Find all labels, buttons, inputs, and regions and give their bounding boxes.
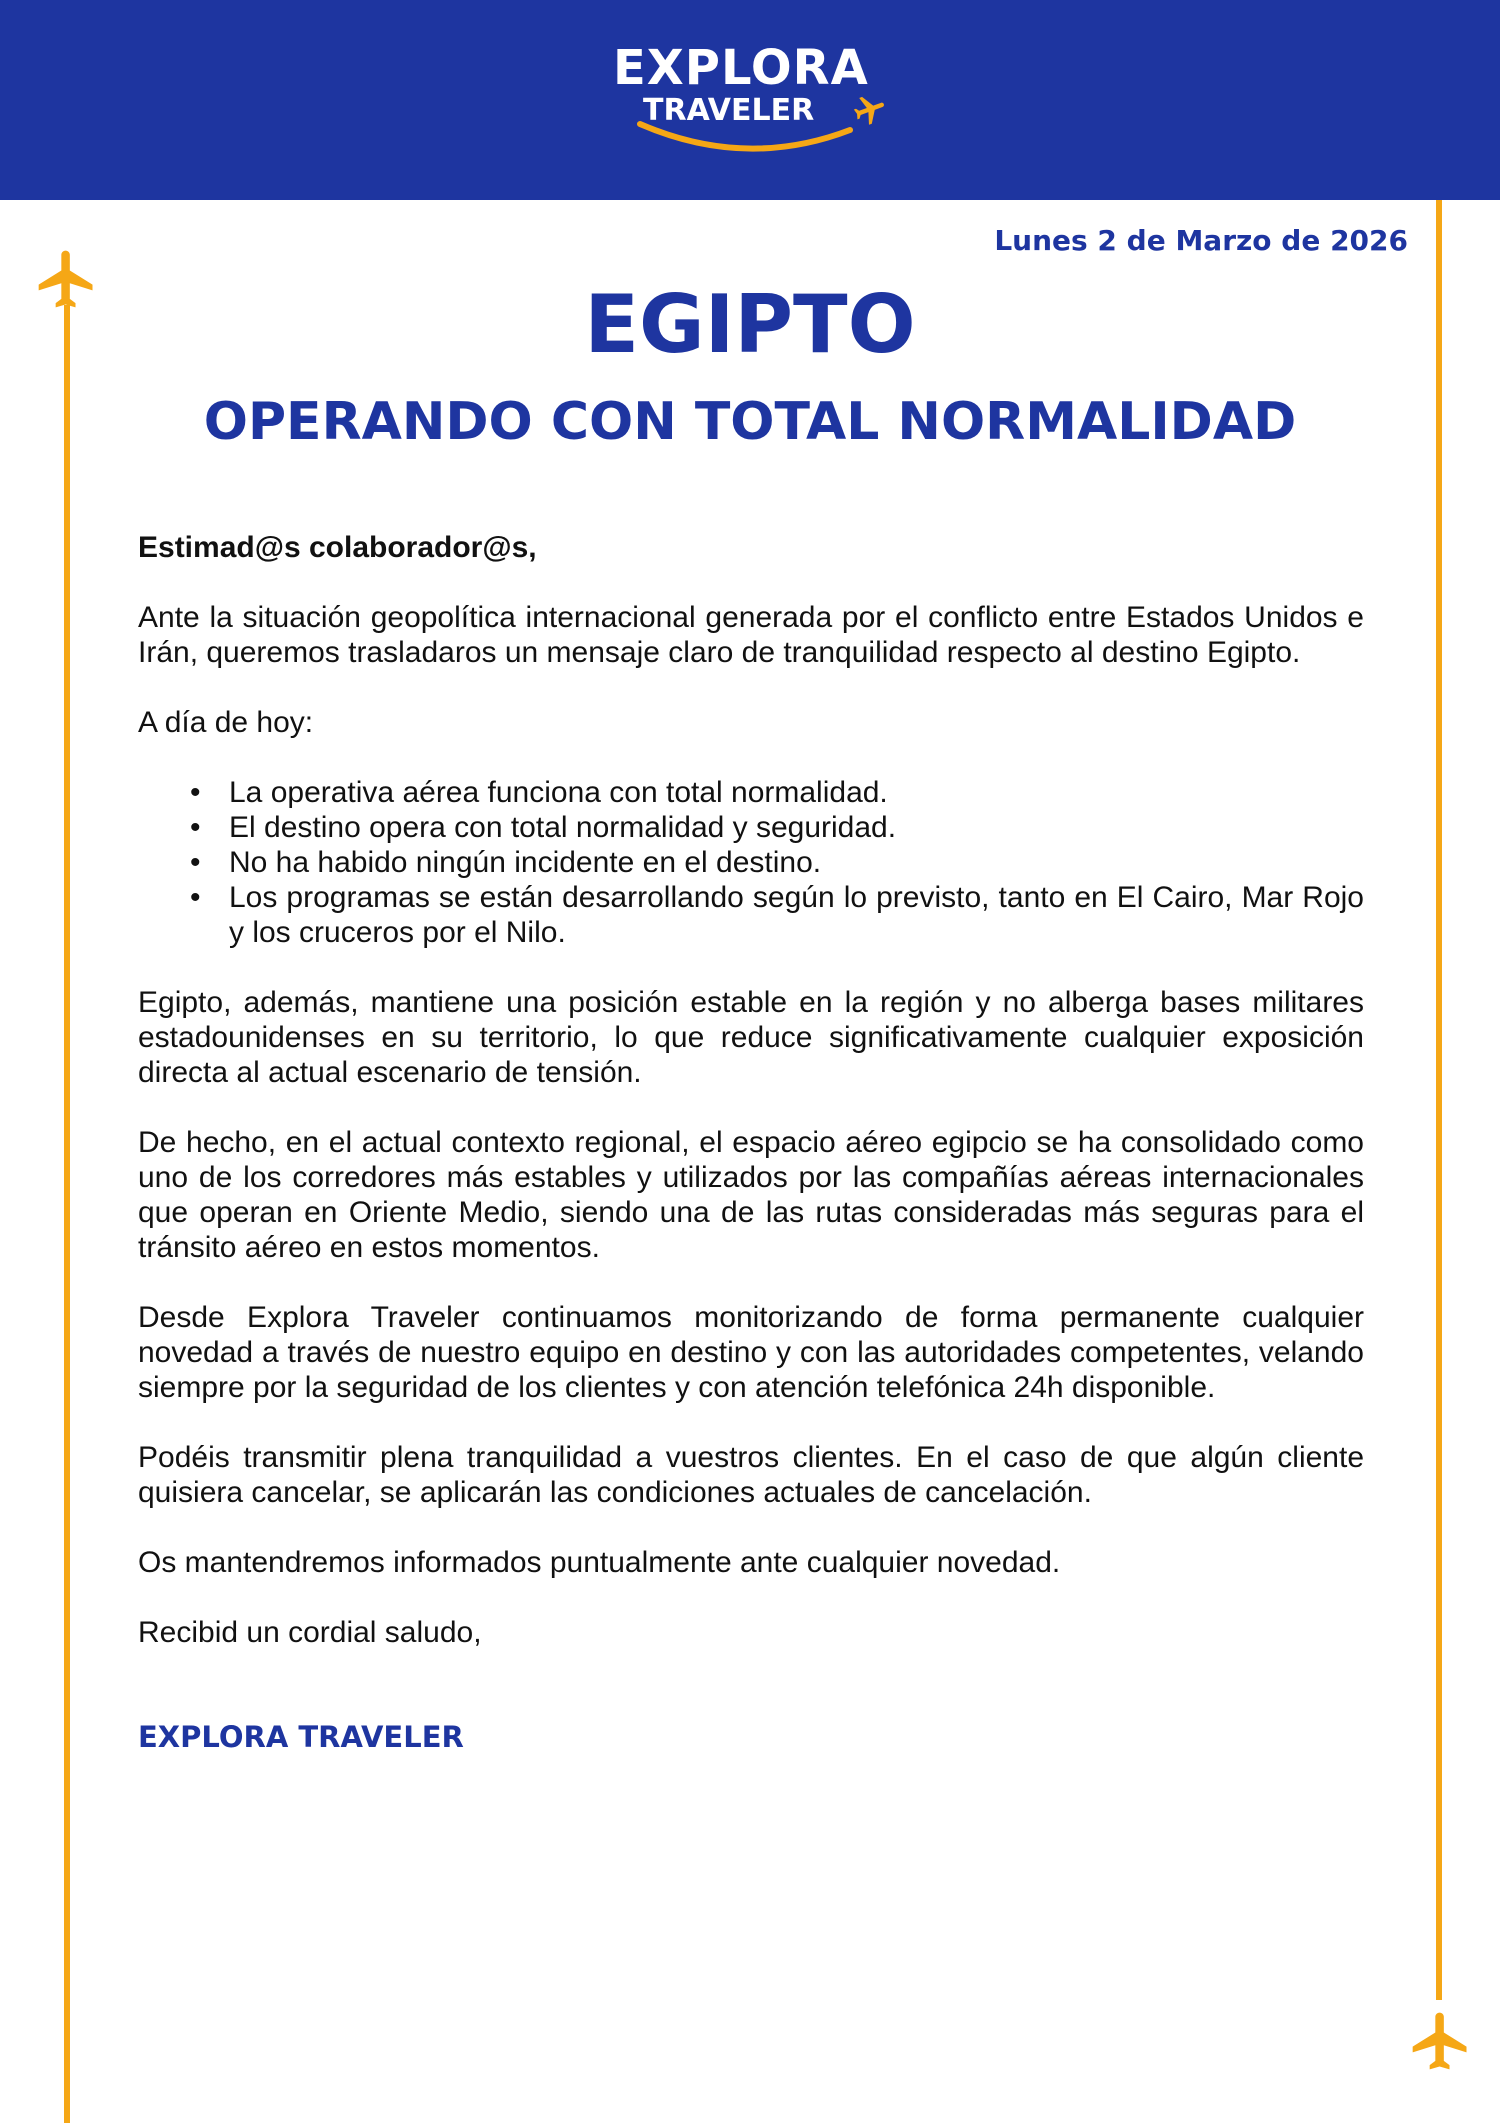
status-list (138, 775, 1364, 950)
position-paragraph: Egipto, además, mantiene una posición estable en la región y no alberga bases militares estadounidenses en su territorio, lo que reduce significativamente cualquier exposición directa al actual escenario de tensión. (138, 986, 1364, 1089)
letter-date: Lunes 2 de Marzo de 2026 (994, 224, 1408, 257)
airspace-paragraph: De hecho, en el actual contexto regional, el espacio aéreo egipcio se ha consolidado como uno de los corredores más estables y utilizados por las compañías aéreas internacionales que operan en Oriente Medio, siendo una de las rutas consideradas más seguras para el tránsito aéreo en estos momentos. (138, 1126, 1364, 1264)
header-banner (0, 0, 1500, 200)
closing-line: Recibid un cordial saludo, (138, 1616, 482, 1649)
logo-swoosh-icon (636, 120, 856, 160)
list-item: • La operativa aérea funciona con total normalidad. (138, 775, 1364, 810)
updates-paragraph: Os mantendremos informados puntualmente ante cualquier novedad. (138, 1546, 1061, 1579)
left-flight-line (64, 305, 70, 2123)
signature-spacer (138, 1685, 1364, 1720)
logo-wordmark-traveler: TRAVELER (643, 93, 815, 128)
airplane-icon (1407, 2007, 1475, 2075)
signature: EXPLORA TRAVELER (138, 1720, 464, 1754)
page-title: EGIPTO (584, 278, 916, 371)
list-item: • No ha habido ningún incidente en el destino. (138, 845, 1364, 880)
logo-plane-icon (852, 92, 888, 128)
intro-paragraph: Ante la situación geopolítica internacional generada por el conflicto entre Estados Unidos e Irán, queremos trasladaros un mensaje claro de tranquilidad respecto al destino Egipto. (138, 601, 1364, 669)
page-subtitle: OPERANDO CON TOTAL NORMALIDAD (203, 392, 1297, 452)
list-item: • El destino opera con total normalidad y seguridad. (138, 810, 1364, 845)
right-flight-line (1436, 200, 1442, 2000)
letter-body (138, 530, 1364, 1790)
today-lead: A día de hoy: (138, 706, 314, 739)
list-item: • Los programas se están desarrollando según lo previsto, tanto en El Cairo, Mar Rojo y los cruceros por el Nilo. (138, 880, 1364, 950)
explora-traveler-logo (600, 30, 900, 170)
greeting: Estimad@s colaborador@s, (138, 531, 537, 564)
reassure-paragraph: Podéis transmitir plena tranquilidad a vuestros clientes. En el caso de que algún cliente quisiera cancelar, se aplicarán las condiciones actuales de cancelación. (138, 1441, 1364, 1509)
monitoring-paragraph: Desde Explora Traveler continuamos monitorizando de forma permanente cualquier novedad a través de nuestro equipo en destino y con las autoridades competentes, velando siempre por la seguridad de los clientes y con atención telefónica 24h disponible. (138, 1301, 1364, 1404)
logo-wordmark-explora: EXPLORA (613, 40, 869, 96)
